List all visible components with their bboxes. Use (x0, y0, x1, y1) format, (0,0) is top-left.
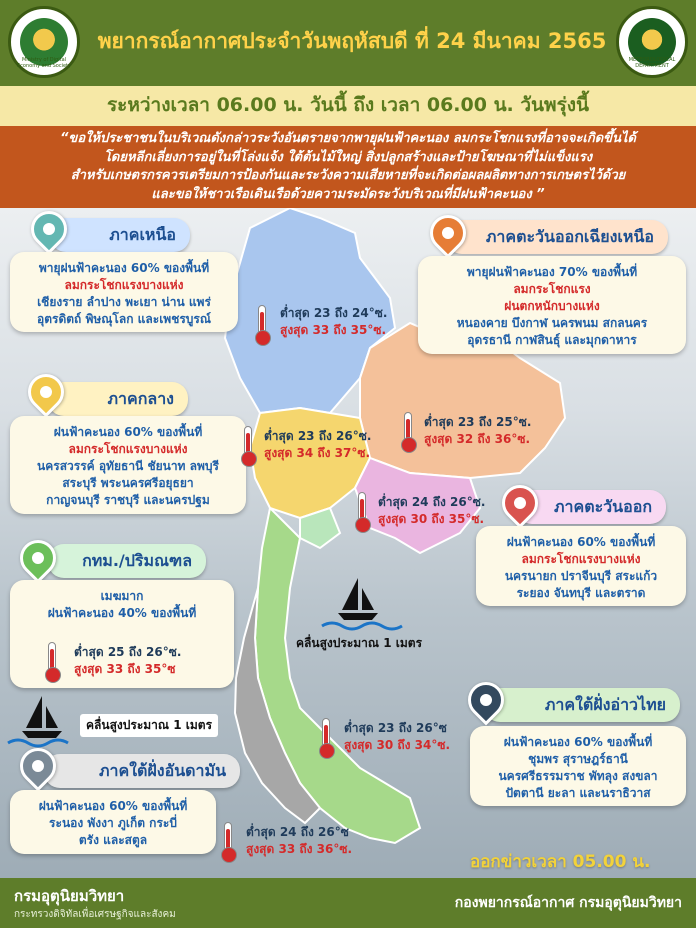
region-card-northeast (418, 256, 686, 354)
thermometer-icon (244, 426, 252, 460)
east-line: ฝนฟ้าคะนอง 60% ของพื้นที่ (506, 535, 656, 549)
north-line: ลมกระโชกแรงบางแห่ง (64, 278, 184, 292)
thermometer-icon (224, 822, 232, 856)
northeast-line: ลมกระโชกแรง (513, 282, 591, 296)
bangkok-line: ฝนฟ้าคะนอง 40% ของพื้นที่ (47, 606, 197, 620)
region-name-south-andaman: ภาคใต้ฝั่งอันดามัน (98, 760, 226, 780)
thermometer-icon (322, 718, 330, 752)
warning-line: “ขอให้ประชาชนในบริเวณดังกล่าวระวังอันตรายจากพายุฝนฟ้าคะนอง ลมกระโชกแรงที่อาจจะเกิดขึ้นได้ (60, 131, 636, 146)
east-line: ลมกระโชกแรงบางแห่ง (521, 552, 641, 566)
south-gulf-line: ฝนฟ้าคะนอง 60% ของพื้นที่ (503, 735, 653, 749)
region-name-central: ภาคกลาง (107, 388, 174, 408)
south-andaman-line: ฝนฟ้าคะนอง 60% ของพื้นที่ (38, 799, 188, 813)
thermometer-icon (48, 642, 56, 676)
central-line: นครสวรรค์ อุทัยธานี ชัยนาท ลพบุรี (37, 459, 219, 473)
warning-line: สำหรับเกษตรกรควรเตรียมการป้องกันและระวังความเสียหายที่จะเกิดต่อผลผลิตทางการเกษตรไว้ด้วย (70, 168, 626, 183)
temp-high-central: สูงสุด 34 ถึง 37°ซ. (264, 446, 371, 460)
region-name-south-gulf: ภาคใต้ฝั่งอ่าวไทย (544, 694, 666, 714)
central-line: ฝนฟ้าคะนอง 60% ของพื้นที่ (53, 425, 203, 439)
footer-department: กรมอุตุนิยมวิทยา (14, 887, 125, 905)
boat-icon-gulf (322, 578, 402, 629)
temp-low-northeast: ต่ำสุด 23 ถึง 25°ซ. (424, 415, 532, 429)
temp-south-gulf (344, 720, 450, 754)
temp-low-east: ต่ำสุด 24 ถึง 26°ซ. (378, 495, 486, 509)
temp-high-south-gulf: สูงสุด 30 ถึง 34°ซ. (344, 738, 451, 752)
temp-low-north: ต่ำสุด 23 ถึง 24°ซ. (280, 306, 388, 320)
region-name-north: ภาคเหนือ (109, 224, 176, 244)
east-line: ระยอง จันทบุรี และตราด (516, 586, 646, 600)
bangkok-line: เมฆมาก (100, 589, 144, 603)
temp-high-bangkok: สูงสุด 33 ถึง 35°ซ (74, 662, 176, 676)
northeast-line: พายุฝนฟ้าคะนอง 70% ของพื้นที่ (466, 265, 638, 279)
map-region-central (250, 408, 370, 518)
thermometer-icon (404, 412, 412, 446)
south-gulf-line: ชุมพร สุราษฎร์ธานี (528, 752, 628, 766)
temp-high-northeast: สูงสุด 32 ถึง 36°ซ. (424, 432, 531, 446)
north-line: เชียงราย ลำปาง พะเยา น่าน แพร่ (37, 295, 211, 309)
footer-ministry: กระทรวงดิจิทัลเพื่อเศรษฐกิจและสังคม (14, 909, 176, 920)
warning-line: และขอให้ชาวเรือเดินเรือด้วยความระมัดระวังบริเวณที่มีฝนฟ้าคะนอง ” (151, 186, 545, 202)
region-card-south-andaman (10, 790, 216, 854)
temp-high-east: สูงสุด 30 ถึง 35°ซ. (378, 512, 485, 526)
temp-east (378, 494, 485, 528)
region-name-northeast: ภาคตะวันออกเฉียงเหนือ (485, 226, 654, 246)
south-gulf-line: นครศรีธรรมราช พัทลุง สงขลา (498, 769, 658, 783)
temp-central (264, 428, 371, 462)
footer-division: กองพยากรณ์อากาศ กรมอุตุนิยมวิทยา (454, 895, 682, 911)
south-andaman-line: ระนอง พังงา ภูเก็ต กระบี่ (49, 816, 177, 830)
ministry-logo-text: Ministry of Digital Economy and Society (17, 57, 71, 69)
tmd-logo (616, 6, 688, 78)
region-badge-bangkok (48, 544, 206, 578)
boat-icon-andaman (8, 696, 68, 746)
region-name-east: ภาคตะวันออก (553, 496, 652, 516)
region-badge-south-andaman (44, 754, 240, 788)
temp-low-bangkok: ต่ำสุด 25 ถึง 26°ซ. (74, 645, 182, 659)
warning-line: โดยหลีกเลี่ยงการอยู่ในที่โล่งแจ้ง ใต้ต้นไม้ใหญ่ สิ่งปลูกสร้างและป้ายโฆษณาที่ไม่แข็งแรง (103, 149, 593, 165)
temp-high-north: สูงสุด 33 ถึง 35°ซ. (280, 323, 387, 337)
south-andaman-line: ตรัง และสตูล (78, 833, 148, 847)
temp-south-andaman (246, 824, 352, 858)
northeast-line: อุดรธานี กาฬสินธุ์ และมุกดาหาร (467, 333, 637, 347)
region-badge-central (48, 382, 188, 416)
issue-time: ออกข่าวเวลา 05.00 น. (470, 852, 651, 872)
temp-high-south-andaman: สูงสุด 33 ถึง 36°ซ. (246, 842, 353, 856)
region-name-bangkok: กทม./ปริมณฑล (82, 550, 192, 570)
northeast-line: ฝนตกหนักบางแห่ง (504, 299, 600, 313)
temp-north (280, 305, 387, 339)
central-line: ลมกระโชกแรงบางแห่ง (68, 442, 188, 456)
region-badge-east (516, 490, 666, 524)
thermometer-icon (358, 492, 366, 526)
temp-bangkok (74, 644, 181, 678)
tmd-logo-text: METEOROLOGICAL DEPARTMENT (628, 57, 676, 69)
forecast-period-bar (0, 86, 696, 126)
region-card-south-gulf (470, 726, 686, 806)
ministry-logo (8, 6, 80, 78)
region-badge-northeast (446, 220, 668, 254)
temp-northeast (424, 414, 531, 448)
wave-height-andaman: คลื่นสูงประมาณ 1 เมตร (80, 714, 218, 737)
north-line: อุตรดิตถ์ พิษณุโลก และเพชรบูรณ์ (37, 312, 211, 326)
region-badge-north (50, 218, 190, 252)
temp-low-central: ต่ำสุด 23 ถึง 26°ซ. (264, 429, 372, 443)
north-line: พายุฝนฟ้าคะนอง 60% ของพื้นที่ (38, 261, 210, 275)
footer-bar (0, 878, 696, 928)
page-title: พยากรณ์อากาศประจำวันพฤหัสบดี ที่ 24 มีนาคม 2565 (97, 29, 607, 53)
region-card-north (10, 252, 238, 332)
forecast-period: ระหว่างเวลา 06.00 น. วันนี้ ถึง เวลา 06.00 น. วันพรุ่งนี้ (106, 94, 590, 116)
warning-banner (0, 126, 696, 208)
central-line: สระบุรี พระนครศรีอยุธยา (62, 476, 194, 490)
header-bar (0, 0, 696, 86)
temp-low-south-andaman: ต่ำสุด 24 ถึง 26°ซ (246, 825, 349, 839)
northeast-line: หนองคาย บึงกาฬ นครพนม สกลนคร (456, 316, 648, 330)
temp-low-south-gulf: ต่ำสุด 23 ถึง 26°ซ (344, 721, 447, 735)
region-card-east (476, 526, 686, 606)
thermometer-icon (258, 305, 266, 339)
wave-height-gulf: คลื่นสูงประมาณ 1 เมตร (296, 636, 423, 650)
region-card-central (10, 416, 246, 514)
east-line: นครนายก ปราจีนบุรี สระแก้ว (504, 569, 658, 583)
south-gulf-line: ปัตตานี ยะลา และนราธิวาส (505, 786, 651, 800)
region-badge-south-gulf (484, 688, 680, 722)
central-line: กาญจนบุรี ราชบุรี และนครปฐม (46, 493, 210, 507)
